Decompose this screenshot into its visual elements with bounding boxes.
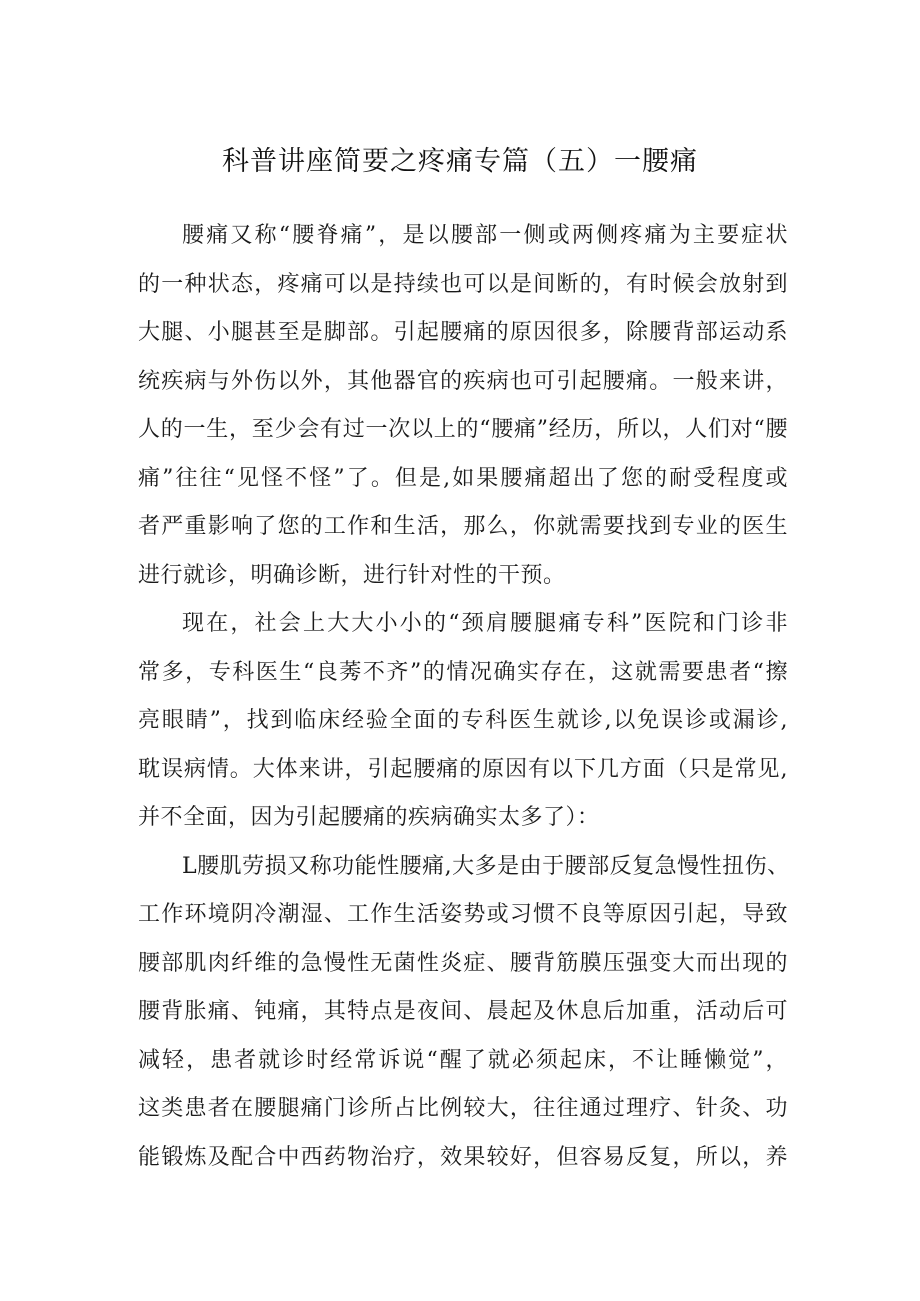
text-line: 这类患者在腰腿痛门诊所占比例较大，往往通过理疗、针灸、功 bbox=[138, 1096, 788, 1121]
text-line: 耽误病情。大体来讲，引起腰痛的原因有以下几方面（只是常见, bbox=[138, 756, 788, 782]
text-line: 现在，社会上大大小小的“颈肩腰腿痛专科”医院和门诊非 bbox=[182, 611, 788, 636]
text-line: 能锻炼及配合中西药物治疗，效果较好，但容易反复，所以，养 bbox=[138, 1144, 788, 1170]
text-line: 痛”往往“见怪不怪”了。但是,如果腰痛超出了您的耐受程度或 bbox=[138, 465, 788, 491]
text-line: 腰部肌肉纤维的急慢性无菌性炎症、腰背筋膜压强变大而出现的 bbox=[138, 950, 788, 976]
text-line: 减轻，患者就诊时经常诉说“醒了就必须起床，不让睡懒觉”， bbox=[138, 1047, 788, 1073]
text-line: 工作环境阴冷潮湿、工作生活姿势或习惯不良等原因引起，导致 bbox=[138, 902, 788, 927]
document-title: 科普讲座简要之疼痛专篇（五）一腰痛 bbox=[222, 146, 698, 177]
text-line: 者严重影响了您的工作和生活，那么，你就需要找到专业的医生 bbox=[138, 514, 788, 539]
text-line: 并不全面，因为引起腰痛的疾病确实太多了）： bbox=[138, 805, 600, 830]
text-line: 大腿、小腿甚至是脚部。引起腰痛的原因很多，除腰背部运动系 bbox=[138, 320, 788, 345]
text-line: L腰肌劳损又称功能性腰痛,大多是由于腰部反复急慢性扭伤、 bbox=[182, 853, 790, 879]
text-line: 腰痛又称“腰脊痛”，是以腰部一侧或两侧疼痛为主要症状 bbox=[182, 223, 788, 248]
text-line: 的一种状态，疼痛可以是持续也可以是间断的，有时候会放射到 bbox=[138, 271, 788, 297]
text-line: 亮眼睛”，找到临床经验全面的专科医生就诊,以免误诊或漏诊, bbox=[138, 708, 788, 733]
document-body bbox=[138, 212, 788, 1182]
text-line: 进行就诊，明确诊断，进行针对性的干预。 bbox=[138, 562, 566, 588]
text-line: 常多，专科医生“良莠不齐”的情况确实存在，这就需要患者“擦 bbox=[138, 659, 788, 685]
paragraph-2 bbox=[138, 600, 788, 843]
text-line: 人的一生，至少会有过一次以上的“腰痛”经历，所以，人们对“腰 bbox=[138, 417, 788, 442]
paragraph-3 bbox=[138, 843, 788, 1183]
text-line: 统疾病与外伤以外，其他器官的疾病也可引起腰痛。一般来讲， bbox=[138, 368, 788, 394]
text-line: 腰背胀痛、钝痛，其特点是夜间、晨起及休息后加重，活动后可 bbox=[138, 999, 788, 1024]
paragraph-1 bbox=[138, 212, 788, 600]
